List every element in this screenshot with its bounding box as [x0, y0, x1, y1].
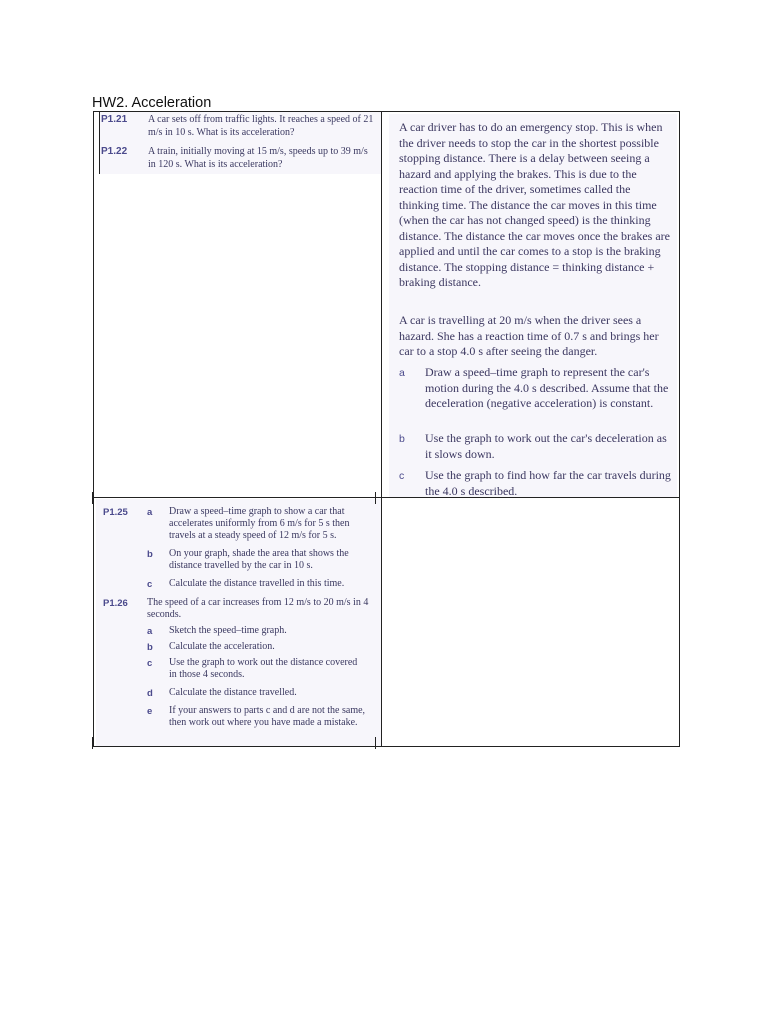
- part-text: Use the graph to work out the car's deceleration as it slows down.: [425, 431, 667, 461]
- part-label: c: [147, 658, 153, 669]
- question-text: A car sets off from traffic lights. It reaches a speed of 21 m/s in 10 s. What is its acceleration?: [148, 114, 374, 138]
- scan-edge: [376, 497, 388, 498]
- question-label: P1.26: [103, 598, 128, 609]
- passage-paragraph: A car driver has to do an emergency stop. This is when the driver needs to stop the car in the shortest possible stopping distance. There is a delay between seeing a hazard and applying the brakes. This is due to the reaction time of the driver, sometimes called the thinking time. The distance the car moves in this time (when the car has not changed speed) is the thinking distance. The distance the car moves once the brakes are applied and until the car comes to a stop is the braking distance. The stopping distance = thinking distance + braking distance.: [399, 120, 670, 289]
- part-text: Draw a speed–time graph to represent the car's motion during the 4.0 s described. Assume that the deceleration (negative acceleration) is constant.: [425, 365, 669, 410]
- part-text: Calculate the distance travelled.: [169, 687, 297, 698]
- scan-edge: [92, 737, 93, 749]
- part-label: b: [399, 433, 405, 445]
- part-label: a: [399, 367, 405, 379]
- document-title: HW2. Acceleration: [92, 95, 212, 111]
- part-text: Use the graph to find how far the car travels during the 4.0 s described.: [425, 468, 671, 498]
- part-text: On your graph, shade the area that shows the distance travelled by the car in 10 s.: [169, 548, 349, 571]
- question-label: P1.22: [101, 146, 128, 157]
- question-label: P1.21: [101, 114, 128, 125]
- scan-edge: [99, 112, 100, 174]
- part-text: Calculate the acceleration.: [169, 641, 275, 652]
- part-text: Draw a speed–time graph to show a car that accelerates uniformly from 6 m/s for 5 s then travels at a steady speed of 12 m/s for 5 s.: [169, 506, 350, 541]
- part-label: c: [147, 579, 153, 590]
- passage-paragraph: A car is travelling at 20 m/s when the driver sees a hazard. She has a reaction time of 0.7 s and brings her car to a stop 4.0 s after seeing the danger.: [399, 313, 659, 358]
- question-label: P1.25: [103, 507, 128, 518]
- question-text: A train, initially moving at 15 m/s, speeds up to 39 m/s in 120 s. What is its acceleration?: [148, 146, 368, 170]
- part-text: Use the graph to work out the distance covered in those 4 seconds.: [169, 657, 358, 680]
- part-label: a: [147, 626, 153, 637]
- part-text: Sketch the speed–time graph.: [169, 625, 287, 636]
- part-text: If your answers to parts c and d are not the same, then work out where you have made a mistake.: [169, 705, 366, 728]
- part-text: Calculate the distance travelled in this time.: [169, 578, 345, 589]
- question-text: The speed of a car increases from 12 m/s to 20 m/s in 4 seconds.: [147, 597, 369, 620]
- part-label: e: [147, 706, 153, 717]
- part-label: d: [147, 688, 153, 699]
- part-label: a: [147, 507, 153, 518]
- scan-edge: [375, 737, 376, 749]
- part-label: b: [147, 549, 153, 560]
- scan-edge: [92, 492, 93, 504]
- scan-edge: [375, 492, 376, 504]
- part-label: b: [147, 642, 153, 653]
- part-label: c: [399, 470, 405, 482]
- table-column-divider: [381, 111, 382, 747]
